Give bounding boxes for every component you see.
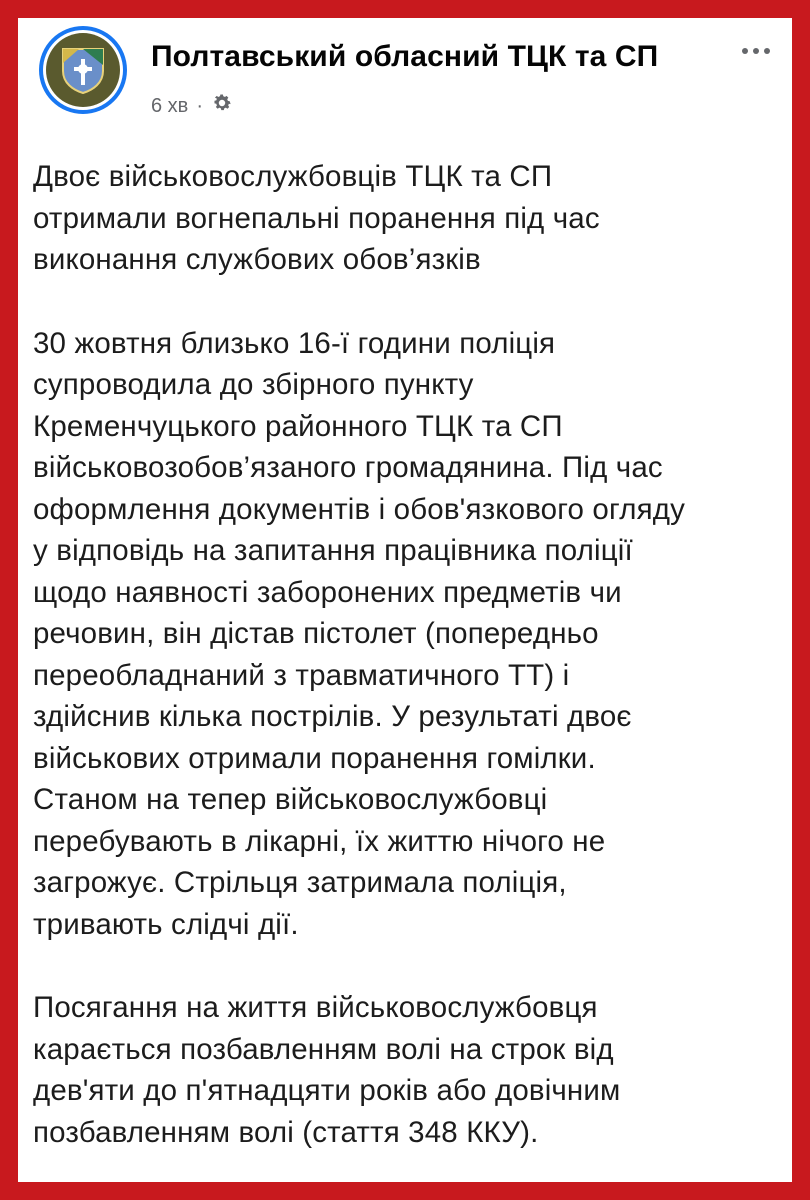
post-header [30,18,782,126]
post-meta [151,92,233,120]
avatar[interactable] [39,26,127,114]
gear-icon [211,92,233,120]
page-name[interactable]: Полтавський обласний ТЦК та СП [151,40,659,73]
more-horizontal-icon[interactable] [736,42,776,60]
post-paragraph: Посягання на життя військовослужбовця карається позбавленням волі на строк від дев'яти до п'ятнадцяти років або довічним позбавленням волі (стаття 348 ККУ). [33,991,621,1149]
post-time[interactable]: 6 хв [151,94,189,117]
post-body [30,156,782,1153]
post-headline: Двоє військовослужбовців ТЦК та СП отримали вогнепальні поранення під час виконання службових обов’язків [33,160,600,276]
shield-emblem-icon [46,33,120,107]
post-paragraph: 30 жовтня близько 16-ї години поліція супроводила до збірного пункту Кременчуцького районного ТЦК та СП військовозобов’язаного громадянина. Під час оформлення документів і обов'язкового огляду у відповідь на запитання працівника поліції щодо наявності заборонених предметів чи речовин, він дістав пістолет (попередньо переобладнаний з травматичного ТТ) і здійснив кілька пострілів. У результаті двоє військових отримали поранення гомілки. Станом на тепер військовослужбовці перебувають в лікарні, їх життю нічого не загрожує. Стрільця затримала поліція, тривають слідчі дії. [33,326,685,941]
meta-separator: · [196,94,203,117]
facebook-post-card [18,18,792,1182]
